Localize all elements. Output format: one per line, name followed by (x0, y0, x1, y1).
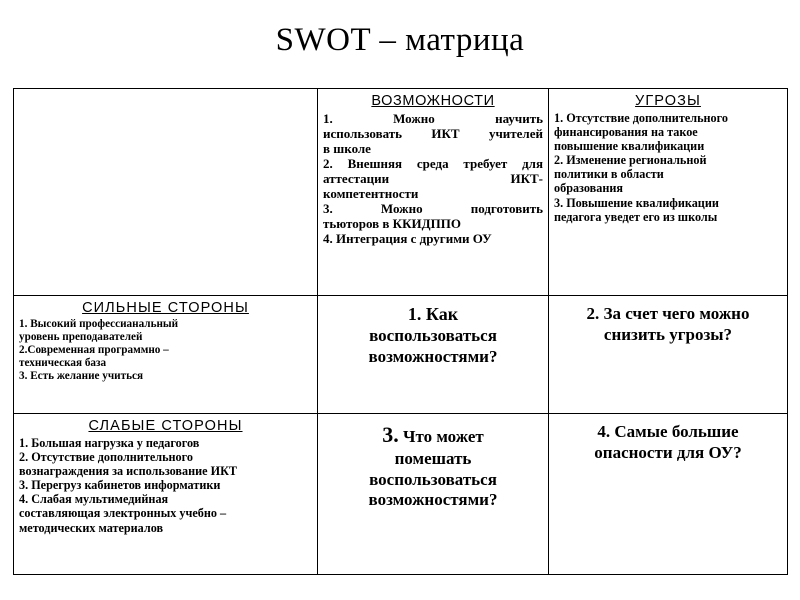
list-item: финансирования на такое (554, 124, 698, 139)
question-wt-line-1: 4. Самые большие (597, 422, 739, 441)
question-wt-number: 4. (597, 422, 611, 441)
table-row (14, 414, 788, 575)
list-item: 3. Есть желание учиться (19, 369, 144, 382)
list-item: методических материалов (19, 520, 164, 535)
swot-matrix-table (13, 88, 788, 575)
list-item: 4. Слабая мультимедийная (19, 492, 169, 507)
list-item: 3. Перегруз кабинетов информатики (19, 478, 221, 493)
question-wo-line-1: 3. Что может (382, 422, 484, 447)
cell-weaknesses (14, 414, 318, 575)
list-item: использовать ИКТ учителей (323, 125, 543, 141)
weaknesses-header: СЛАБЫЕ СТОРОНЫ (88, 418, 243, 434)
list-item: 2. Изменение региональной (554, 153, 707, 168)
question-wo-number: 3. (382, 422, 399, 447)
question-wo-line-2: помешать (394, 448, 472, 468)
question-st-number: 2. (586, 304, 600, 323)
question-so-line-1: 1. Как (407, 304, 459, 324)
cell-threats (549, 89, 788, 296)
list-item: 2. Отсутствие дополнительного (19, 449, 193, 464)
cell-corner-empty (14, 89, 318, 296)
question-wo-line-4: возможностями? (368, 490, 498, 510)
corner-placeholder (14, 89, 317, 295)
question-st-line-1: 2. За счет чего можно (586, 304, 750, 323)
question-wt-line-2: опасности для ОУ? (594, 442, 742, 462)
question-so-line-3: возможностями? (368, 346, 498, 366)
cell-question-wt (549, 414, 788, 575)
question-wo-line-3: воспользоваться (369, 469, 497, 489)
list-item: 3. Повышение квалификации (554, 195, 719, 210)
threats-list (554, 111, 782, 224)
cell-question-so (318, 296, 549, 414)
table-row (14, 296, 788, 414)
list-item: повышение квалификации (554, 138, 705, 153)
list-item: компетентности (323, 186, 419, 202)
list-item: политики в области (554, 167, 664, 182)
threats-header: УГРОЗЫ (635, 93, 701, 109)
list-item: уровень преподавателей (19, 330, 143, 343)
list-item: в школе (323, 140, 371, 156)
cell-question-st (549, 296, 788, 414)
list-item: 1. Высокий профессианальный (19, 317, 179, 330)
table-row (14, 89, 788, 296)
strengths-list (19, 318, 312, 383)
page-title: SWOT – матрица (275, 22, 525, 58)
list-item: тьюторов в ККИДППО (323, 216, 461, 232)
question-so-number: 1. (407, 304, 422, 324)
question-so-line-2: воспользоваться (369, 325, 497, 345)
list-item: 2. Внешняя среда требует для (323, 155, 543, 171)
weaknesses-list (19, 436, 312, 535)
list-item: вознаграждения за использование ИКТ (19, 463, 238, 478)
strengths-header: СИЛЬНЫЕ СТОРОНЫ (82, 300, 249, 316)
list-item: техническая база (19, 356, 107, 369)
list-item: образования (554, 181, 623, 196)
opportunities-header: ВОЗМОЖНОСТИ (371, 93, 495, 109)
list-item: 1. Большая нагрузка у педагогов (19, 435, 200, 450)
list-item: 3. Можно подготовить (323, 201, 543, 217)
list-item: составляющая электронных учебно – (19, 506, 227, 521)
list-item: 1. Отсутствие дополнительного (554, 110, 728, 125)
cell-opportunities (318, 89, 549, 296)
list-item: 2.Современная программно – (19, 343, 169, 356)
question-st-line-2: снизить угрозы? (603, 324, 733, 344)
list-item: педагога уведет его из школы (554, 209, 718, 224)
list-item: аттестации ИКТ- (323, 170, 543, 186)
opportunities-list (323, 111, 543, 247)
cell-strengths (14, 296, 318, 414)
list-item: 4. Интеграция с другими ОУ (323, 231, 492, 247)
list-item: 1. Можно научить (323, 110, 543, 126)
cell-question-wo (318, 414, 549, 575)
